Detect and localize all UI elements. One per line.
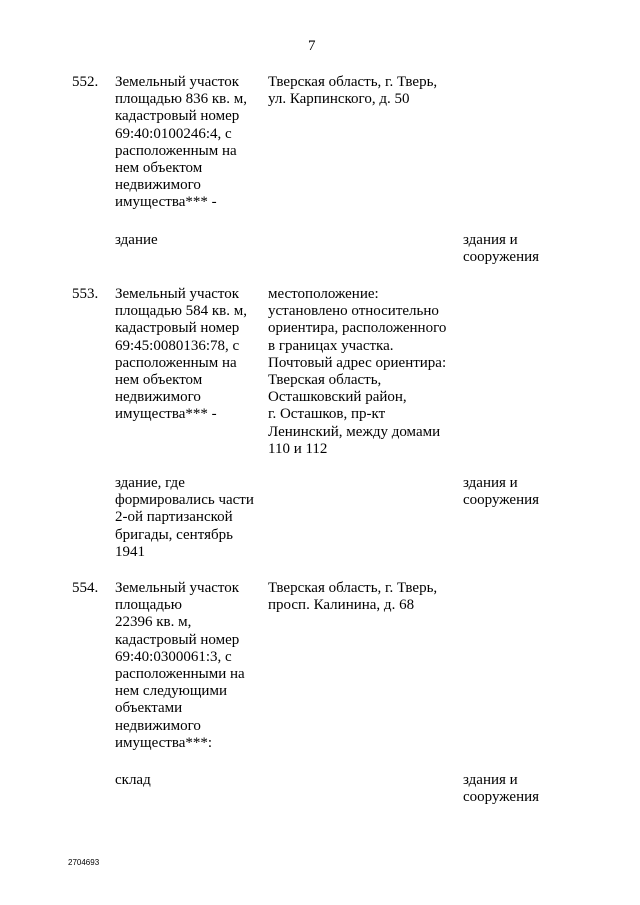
object-name: здание [115,232,158,248]
object-category: здания и сооружения [463,475,540,509]
entry-number: 554. [72,580,99,596]
document-code: 2704693 [68,858,100,867]
entry-address: Тверская область, г. Тверь, просп. Калинина, д. 68 [268,580,438,614]
object-category: здания и сооружения [463,232,540,266]
object-name: здание, где формировались части 2-ой партизанской бригады, сентябрь 1941 [115,475,254,560]
entry-description: Земельный участок площадью 584 кв. м, кадастровый номер 69:45:0080136:78, с расположенным на нем объектом недвижимого имущества*** - [115,286,248,423]
entry-description: Земельный участок площадью 22396 кв. м, кадастровый номер 69:40:0300061:3, с расположенными на нем следующими объектами недвижимого имущества***: [115,580,245,751]
entry-address: Тверская область, г. Тверь, ул. Карпинского, д. 50 [268,74,438,108]
object-name: склад [115,772,151,788]
entry-description: Земельный участок площадью 836 кв. м, кадастровый номер 69:40:0100246:4, с расположенным на нем объектом недвижимого имущества*** - [115,74,248,211]
entry-number: 553. [72,286,99,302]
page-number: 7 [308,38,316,54]
entry-number: 552. [72,74,99,90]
entry-address: местоположение: установлено относительно ориентира, расположенного в границах участка. Почтовый адрес ориентира: Тверская область, Осташковский район, г. Осташков, пр-кт Ленинский, между домами 110 и 112 [268,286,447,457]
object-category: здания и сооружения [463,772,540,806]
